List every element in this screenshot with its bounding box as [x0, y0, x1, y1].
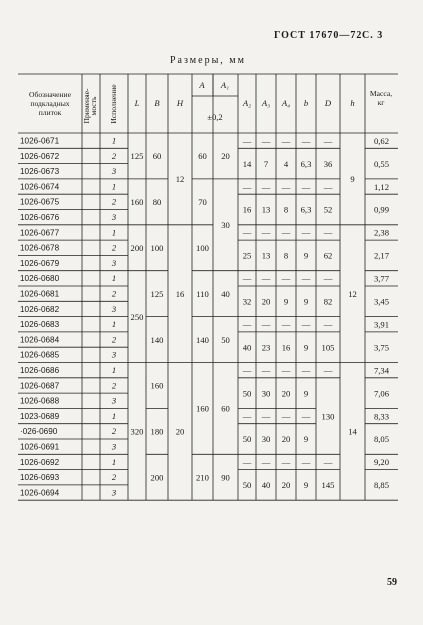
- header-designation: подкладных: [30, 99, 70, 108]
- table-row-version: 1: [111, 181, 117, 192]
- header-mass: Масса,: [369, 89, 393, 98]
- cell-a3: —: [261, 227, 271, 238]
- table-row-code: 1026-0687: [20, 381, 60, 391]
- cell-mass: 7,06: [373, 388, 390, 399]
- cell-a3: 7: [263, 158, 269, 169]
- cell-mass: 2,38: [373, 227, 390, 238]
- cell-l: 125: [130, 151, 144, 162]
- cell-b: —: [301, 273, 311, 284]
- cell-b: 80: [152, 197, 162, 208]
- cell-a3: —: [261, 411, 271, 422]
- header-mass: кг: [377, 98, 385, 107]
- cell-a: 110: [196, 288, 209, 299]
- cell-a4: 20: [281, 480, 291, 491]
- cell-a4: —: [281, 457, 291, 468]
- cell-h: 12: [175, 174, 185, 185]
- cell-a2: —: [242, 181, 252, 192]
- cell-a3: 13: [261, 204, 271, 215]
- cell-l: 200: [130, 242, 144, 253]
- cell-b: 100: [150, 242, 164, 253]
- table-row-code: 1026-0693: [20, 473, 60, 483]
- cell-b: 9: [303, 296, 309, 307]
- cell-a1: 60: [221, 403, 230, 414]
- cell-h: 16: [175, 288, 185, 299]
- cell-b: 200: [150, 472, 164, 483]
- cell-a: 100: [196, 242, 209, 253]
- header-version: Исполнение: [109, 84, 118, 124]
- cell-a2: 50: [242, 480, 252, 491]
- cell-b: 125: [150, 288, 164, 299]
- cell-a: 210: [196, 472, 209, 483]
- page-number: 59: [387, 577, 397, 588]
- header-designation: плиток: [38, 108, 62, 117]
- cell-a2: 16: [242, 204, 252, 215]
- header-tolerance: ±0,2: [207, 112, 223, 122]
- cell-d: —: [323, 319, 333, 330]
- cell-b: —: [301, 411, 311, 422]
- cell-a3: —: [261, 273, 271, 284]
- table-row-version: 2: [111, 288, 117, 299]
- table-header: [29, 80, 392, 124]
- table-row-version: 3: [111, 487, 117, 498]
- cell-b: —: [301, 227, 311, 238]
- table-row-version: 1: [111, 273, 117, 284]
- cell-b: —: [301, 181, 311, 192]
- table-row-code: 1026-0692: [20, 457, 60, 467]
- cell-a3: 23: [261, 342, 271, 353]
- cell-mass: 2,17: [373, 250, 390, 261]
- header-h: h: [350, 98, 355, 108]
- cell-a2: 50: [242, 388, 252, 399]
- table-row-code: 1023-0689: [20, 411, 60, 421]
- cell-a3: 20: [261, 296, 271, 307]
- cell-mass: 0,62: [373, 135, 390, 146]
- cell-d: 62: [323, 250, 333, 261]
- table-row-code: 1026-0682: [20, 304, 60, 314]
- cell-h: 14: [348, 426, 357, 437]
- cell-b: 180: [150, 426, 164, 437]
- table-row-version: 1: [111, 365, 117, 375]
- cell-a3: 40: [261, 480, 271, 491]
- header-applicability: мость: [89, 96, 98, 116]
- cell-d: —: [323, 365, 333, 376]
- cell-b: 6,3: [300, 158, 312, 169]
- cell-a4: 20: [281, 388, 291, 399]
- cell-mass: 8,85: [373, 480, 390, 491]
- cell-a1: 90: [221, 472, 230, 483]
- table-row-version: 2: [111, 472, 117, 483]
- cell-d: —: [323, 135, 333, 146]
- cell-a3: —: [261, 319, 271, 330]
- cell-a4: 8: [283, 204, 289, 215]
- cell-l: 160: [130, 197, 144, 208]
- cell-a4: —: [281, 365, 291, 376]
- cell-a4: 4: [283, 158, 289, 169]
- table-row-version: 3: [111, 395, 117, 406]
- cell-a2: 25: [242, 250, 252, 261]
- cell-b: 9: [303, 342, 309, 353]
- table-row-code: 1026-0678: [20, 243, 60, 253]
- cell-d: 130: [321, 411, 335, 422]
- cell-a2: —: [242, 411, 252, 422]
- cell-a3: —: [261, 135, 271, 146]
- table-row-version: 3: [111, 166, 117, 177]
- table-row-version: 1: [111, 410, 117, 421]
- table-row-code: 1026-0677: [20, 228, 60, 238]
- cell-mass: 8,05: [373, 434, 390, 445]
- table-row-code: 1026-0672: [20, 151, 60, 161]
- header-a3: A₃: [261, 98, 271, 108]
- table-caption: Размеры, мм: [170, 55, 246, 66]
- header-a: A: [199, 80, 205, 90]
- page-label: С. 3: [362, 30, 384, 41]
- table-row-code: 1026-0676: [20, 213, 60, 222]
- cell-d: —: [323, 181, 333, 192]
- header-h: H: [176, 98, 184, 108]
- cell-a4: —: [281, 319, 291, 330]
- cell-a: 160: [196, 403, 209, 414]
- table-row-version: 1: [111, 456, 117, 467]
- cell-a2: —: [242, 135, 252, 146]
- cell-mass: 3,45: [373, 296, 390, 307]
- header-designation: Обозначение: [29, 90, 71, 99]
- table-row-version: 3: [111, 212, 117, 222]
- table-row-version: 3: [111, 441, 117, 452]
- cell-mass: 3,77: [373, 273, 390, 284]
- cell-a4: —: [281, 411, 291, 422]
- table-row-code: 1026-0686: [20, 366, 60, 375]
- cell-a4: 8: [283, 250, 289, 261]
- cell-mass: 1,12: [373, 181, 390, 192]
- table-row-version: 1: [111, 135, 117, 146]
- table-row-code: ·026-0690: [20, 427, 58, 437]
- table-row-code: 1026-0685: [20, 350, 60, 360]
- cell-d: —: [323, 457, 333, 468]
- table-row-code: 1026-0679: [20, 258, 60, 268]
- cell-a2: 40: [242, 342, 252, 353]
- cell-b: 160: [150, 380, 164, 391]
- cell-a4: 16: [281, 342, 291, 353]
- cell-a3: —: [261, 365, 271, 376]
- cell-a2: 14: [242, 158, 252, 169]
- cell-mass: 0,99: [373, 204, 390, 215]
- table-row-version: 2: [111, 380, 117, 391]
- cell-d: —: [323, 273, 333, 284]
- table-row-version: 2: [111, 426, 117, 437]
- header-l: L: [134, 98, 140, 108]
- cell-d: 36: [323, 158, 333, 169]
- table-row-version: 1: [111, 319, 117, 330]
- header-d: D: [324, 98, 332, 108]
- cell-a: 140: [196, 334, 209, 345]
- cell-a4: —: [281, 181, 291, 192]
- header-a1: A₁: [220, 80, 230, 90]
- cell-b: —: [301, 457, 311, 468]
- cell-a3: —: [261, 181, 271, 192]
- cell-b: —: [301, 135, 311, 146]
- table-row-code: 1026-0673: [20, 167, 60, 177]
- cell-a1: 30: [221, 220, 230, 230]
- cell-a4: 20: [281, 434, 291, 445]
- cell-mass: 9,20: [373, 457, 390, 468]
- table-row-code: 1026-0688: [20, 396, 60, 406]
- cell-b: 6,3: [300, 204, 312, 215]
- cell-a1: 40: [221, 288, 230, 299]
- table-row-version: 2: [111, 334, 117, 345]
- table-row-code: 1026-0684: [20, 335, 60, 345]
- cell-mass: 3,91: [373, 319, 390, 330]
- table-row-code: 1026-0691: [20, 442, 60, 452]
- table-grid: [18, 74, 398, 500]
- cell-l: 320: [130, 426, 144, 437]
- standard-number: ГОСТ 17670—72: [274, 30, 363, 41]
- table-row-code: 1026-0671: [20, 136, 60, 146]
- cell-a1: 20: [221, 151, 230, 162]
- cell-b: 9: [303, 434, 309, 445]
- cell-b: 9: [303, 250, 309, 261]
- cell-b: 9: [303, 388, 309, 399]
- table-row-version: 2: [111, 150, 117, 161]
- header-a4: A₄: [281, 98, 291, 108]
- header-a2: A₂: [242, 98, 252, 108]
- table-row-code: 1026-0680: [20, 274, 60, 284]
- cell-d: 82: [323, 296, 333, 307]
- cell-mass: 3,75: [373, 342, 390, 353]
- table-row-version: 1: [111, 227, 117, 238]
- cell-a3: —: [261, 457, 271, 468]
- cell-a2: —: [242, 227, 252, 238]
- cell-d: 145: [321, 480, 335, 491]
- cell-a2: 50: [242, 434, 252, 445]
- cell-l: 250: [130, 311, 144, 322]
- cell-d: —: [323, 227, 333, 238]
- cell-b: 60: [152, 151, 162, 162]
- cell-h: 20: [175, 426, 185, 437]
- cell-a2: —: [242, 457, 252, 468]
- table-row-code: 1026-0681: [20, 289, 60, 299]
- cell-d: 52: [323, 204, 333, 215]
- table-row-version: 2: [111, 196, 117, 207]
- table-row-code: 1026-0675: [20, 197, 60, 207]
- cell-mass: 8,33: [373, 411, 390, 422]
- cell-a1: 50: [221, 334, 230, 345]
- table-row-version: 3: [111, 257, 117, 268]
- cell-b: —: [301, 319, 311, 330]
- cell-a3: 30: [261, 434, 271, 445]
- cell-d: 105: [321, 342, 335, 353]
- table-row-version: 3: [111, 303, 117, 314]
- cell-a4: 9: [283, 296, 289, 307]
- cell-a2: —: [242, 365, 252, 376]
- cell-a4: —: [281, 227, 291, 238]
- cell-b: 140: [150, 334, 164, 345]
- cell-a: 60: [198, 151, 207, 162]
- cell-a2: —: [242, 319, 252, 330]
- header-applicability: Применяе-: [82, 88, 91, 124]
- cell-b: 9: [303, 480, 309, 491]
- cell-a2: 32: [242, 296, 252, 307]
- cell-h: 12: [348, 288, 357, 299]
- cell-mass: 7,34: [373, 365, 390, 376]
- table-row-version: 3: [111, 349, 117, 360]
- cell-mass: 0,55: [373, 158, 390, 169]
- cell-a3: 13: [261, 250, 271, 261]
- cell-a3: 30: [261, 388, 271, 399]
- header-b: B: [154, 98, 160, 108]
- cell-a4: —: [281, 135, 291, 146]
- cell-h: 9: [350, 174, 355, 185]
- table-row-version: 2: [111, 242, 117, 253]
- cell-a: 70: [198, 197, 207, 208]
- table-row-code: 1026-0694: [20, 488, 60, 498]
- header-b: b: [303, 98, 309, 108]
- cell-a2: —: [242, 273, 252, 284]
- table-row-code: 1026-0683: [20, 320, 60, 330]
- cell-a4: —: [281, 273, 291, 284]
- cell-b: —: [301, 365, 311, 376]
- table-row-code: 1026-0674: [20, 182, 60, 192]
